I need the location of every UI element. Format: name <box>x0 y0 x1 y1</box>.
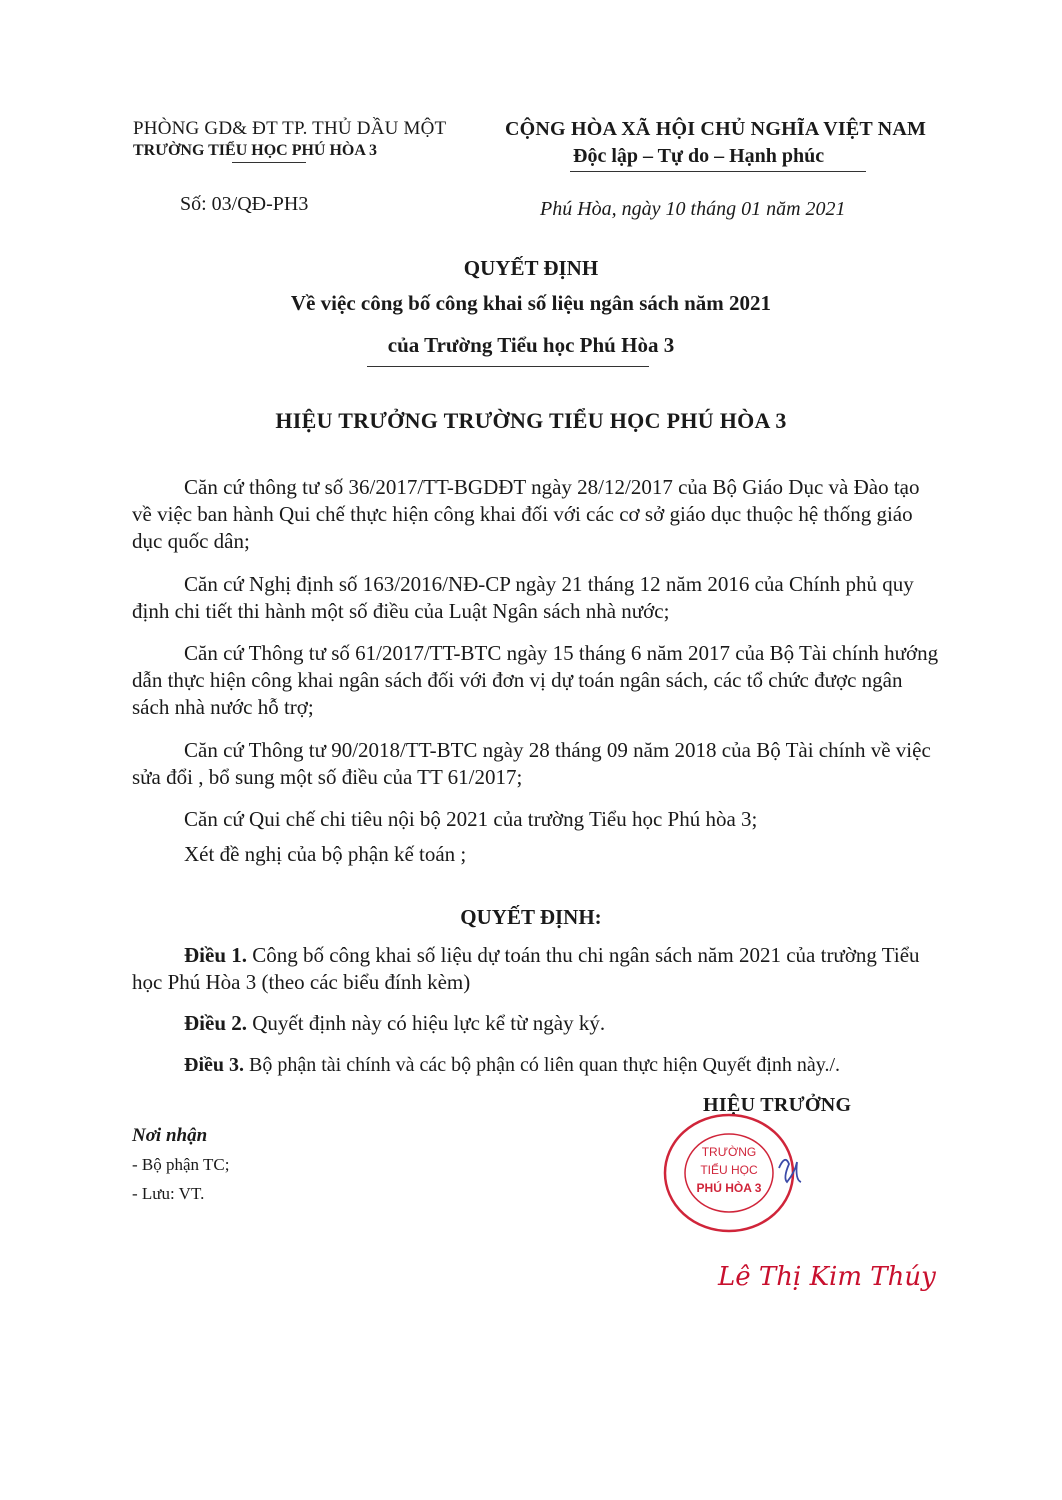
document-subject-school: của Trường Tiểu học Phú Hòa 3 <box>387 333 675 357</box>
signature-stroke <box>779 1160 801 1182</box>
stamp-line: PHÚ HÒA 3 <box>696 1181 762 1195</box>
recipients-title: Nơi nhận <box>132 1125 208 1146</box>
document-subject: Về việc công bố công khai số liệu ngân sách năm 2021 <box>290 291 772 315</box>
signer-name: Lê Thị Kim Thúy <box>718 1262 936 1292</box>
basis-paragraph: Xét đề nghị của bộ phận kế toán ; <box>184 842 467 866</box>
basis-paragraph: Căn cứ thông tư số 36/2017/TT-BGDĐT ngày 28/12/2017 của Bộ Giáo Dục và Đào tạo về việc ban hành Qui chế thực hiện công khai đối với các cơ sở giáo dục thuộc hệ thống giáo dục quốc dân; <box>132 475 920 553</box>
recipient-item: - Bộ phận TC; <box>132 1155 230 1174</box>
article-3: Điều 3. Bộ phận tài chính và các bộ phận có liên quan thực hiện Quyết định này./. <box>184 1054 841 1076</box>
recipient-item: - Lưu: VT. <box>132 1184 205 1203</box>
issuing-authority: HIỆU TRƯỞNG TRƯỜNG TIỂU HỌC PHÚ HÒA 3 <box>275 408 787 433</box>
basis-paragraph: Căn cứ Nghị định số 163/2016/NĐ-CP ngày 21 tháng 12 năm 2016 của Chính phủ quy định chi tiết thi hành một số điều của Luật Ngân sách nhà nước; <box>132 572 914 623</box>
basis-paragraph: Căn cứ Qui chế chi tiêu nội bộ 2021 của trường Tiểu học Phú hòa 3; <box>184 807 758 831</box>
document-title: QUYẾT ĐỊNH <box>463 256 599 280</box>
official-seal-icon <box>659 1108 809 1238</box>
nation-title: CỘNG HÒA XÃ HỘI CHỦ NGHĨA VIỆT NAM <box>505 118 927 140</box>
decision-heading: QUYẾT ĐỊNH: <box>460 905 602 929</box>
article-1: Điều 1. Công bố công khai số liệu dự toán thu chi ngân sách năm 2021 của trường Tiểu học Phú Hòa 3 (theo các biểu đính kèm) <box>132 943 920 994</box>
motto-underline <box>570 171 866 172</box>
place-and-date: Phú Hòa, ngày 10 tháng 01 năm 2021 <box>540 198 846 220</box>
basis-paragraph: Căn cứ Thông tư 90/2018/TT-BTC ngày 28 tháng 09 năm 2018 của Bộ Tài chính về việc sửa đổi , bổ sung một số điều của TT 61/2017; <box>132 738 931 789</box>
basis-paragraph: Căn cứ Thông tư số 61/2017/TT-BTC ngày 15 tháng 6 năm 2017 của Bộ Tài chính hướng dẫn thực hiện công khai ngân sách đối với đơn vị dự toán ngân sách, các tổ chức được ngân sách nhà nước hỗ trợ; <box>132 641 939 719</box>
signer-title: HIỆU TRƯỞNG <box>703 1094 852 1116</box>
article-2: Điều 2. Quyết định này có hiệu lực kể từ ngày ký. <box>184 1011 606 1035</box>
agency-name: PHÒNG GD& ĐT TP. THỦ DẦU MỘT <box>133 118 447 139</box>
title-underline <box>367 366 649 367</box>
school-underline <box>232 162 306 163</box>
national-motto: Độc lập – Tự do – Hạnh phúc <box>573 145 825 167</box>
document-number: Số: 03/QĐ-PH3 <box>180 193 309 215</box>
stamp-line: TIỂU HỌC <box>700 1163 758 1177</box>
stamp-line: TRƯỜNG <box>701 1145 757 1159</box>
school-name: TRƯỜNG TIỂU HỌC PHÚ HÒA 3 <box>133 142 378 159</box>
